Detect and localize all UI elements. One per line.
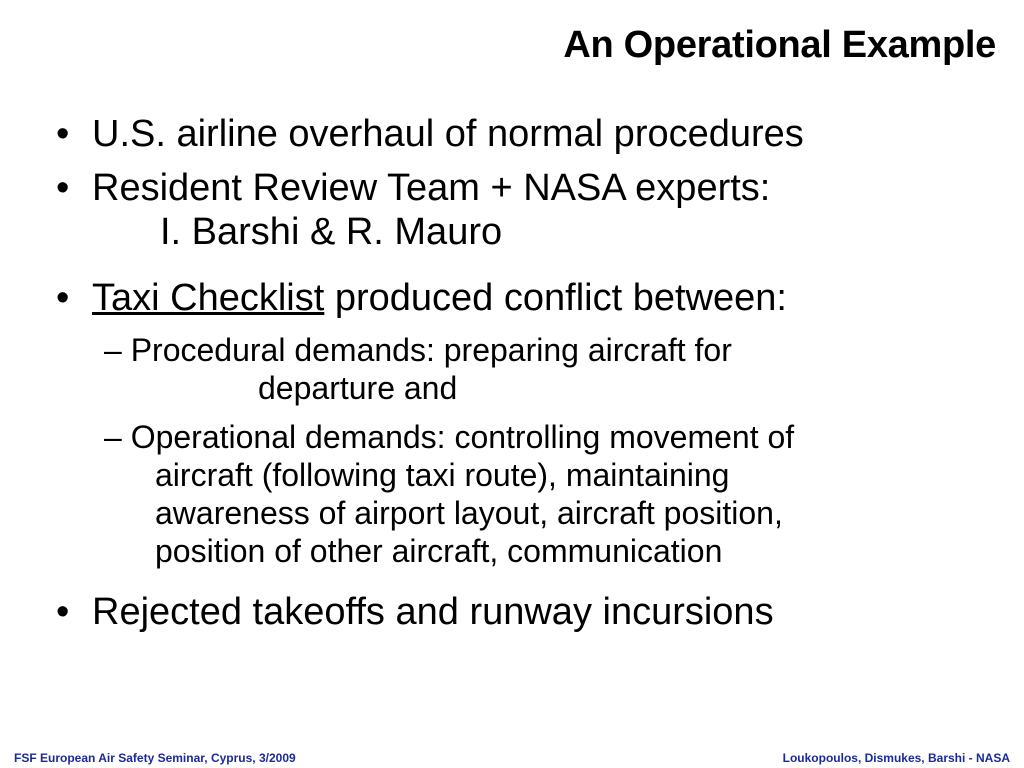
subitem-2-line-1: – Operational demands: controlling movement of: [104, 419, 795, 455]
bullet-2-continuation: I. Barshi & R. Mauro: [160, 211, 503, 253]
subitem-2-line-4: position of other aircraft, communication: [155, 533, 723, 569]
bullet-marker: •: [56, 113, 70, 155]
bullet-2-text: Resident Review Team + NASA experts:: [92, 167, 771, 209]
bullet-4-text: Rejected takeoffs and runway incursions: [92, 591, 774, 633]
bullet-1: [56, 112, 804, 156]
bullet-1-text: U.S. airline overhaul of normal procedures: [92, 113, 804, 155]
subitem-procedural-demands: [104, 331, 732, 407]
bullet-3-underlined-text: Taxi Checklist: [92, 277, 325, 319]
slide-title: An Operational Example: [563, 24, 996, 66]
bullet-marker: •: [56, 167, 70, 209]
bullet-4: [56, 590, 774, 634]
footer-authors: Loukopoulos, Dismukes, Barshi - NASA: [782, 751, 1010, 765]
subitem-2-line-3: awareness of airport layout, aircraft position,: [155, 495, 783, 531]
bullet-marker: •: [56, 277, 70, 319]
subitem-2-line-2: aircraft (following taxi route), maintaining: [155, 457, 730, 493]
subitem-operational-demands: [104, 418, 794, 570]
subitem-1-line-2: departure and: [258, 370, 458, 406]
footer-event: FSF European Air Safety Seminar, Cyprus, 3/2009: [14, 751, 296, 765]
bullet-marker: •: [56, 591, 70, 633]
subitem-1-line-1: – Procedural demands: preparing aircraft for: [104, 332, 732, 368]
bullet-3-text: produced conflict between:: [324, 277, 787, 319]
bullet-3: [56, 276, 787, 320]
bullet-2: [56, 166, 770, 254]
